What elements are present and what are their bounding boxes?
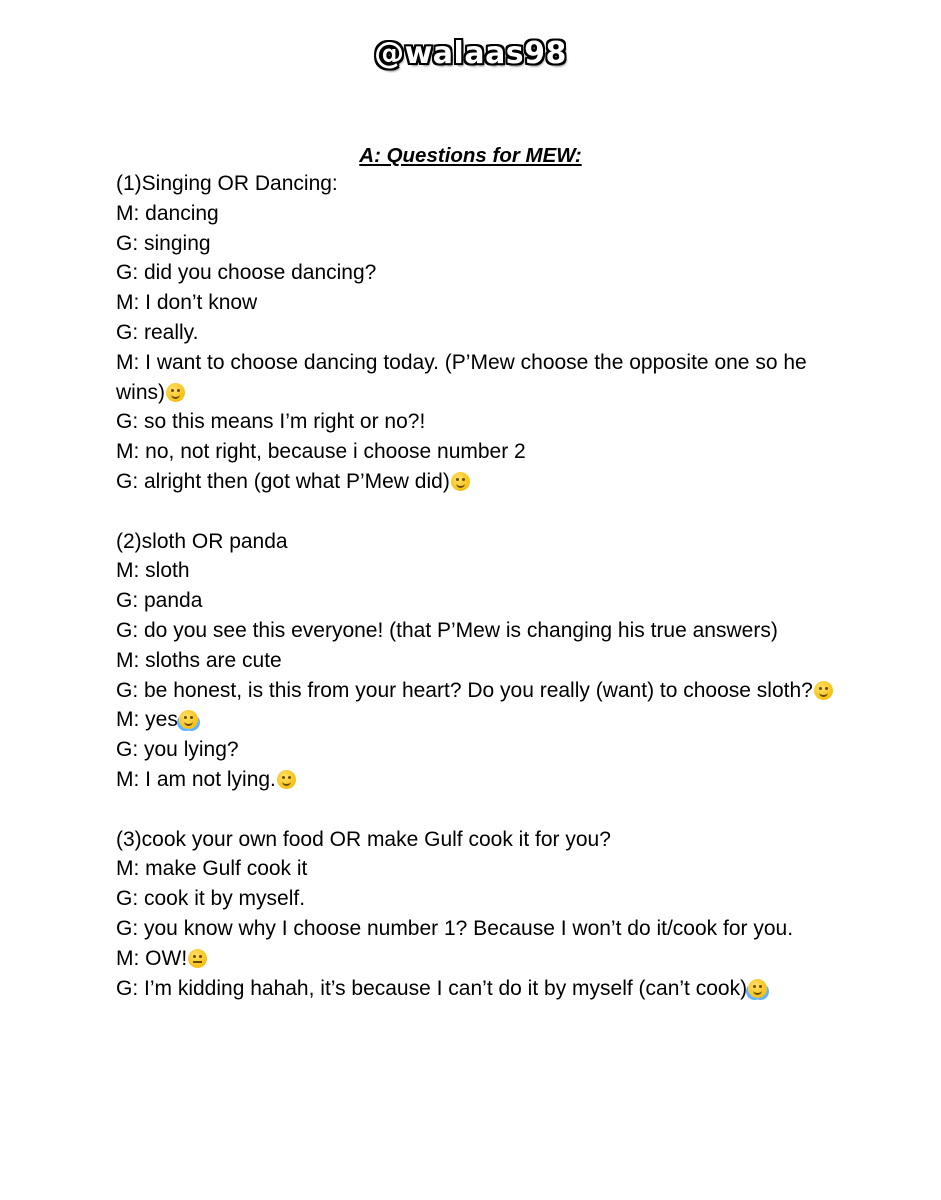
- grin-face-icon: [451, 472, 470, 491]
- question-heading: [116, 169, 836, 199]
- dialogue-line: [116, 348, 836, 408]
- line-text: M: make Gulf cook it: [116, 857, 308, 881]
- line-text: G: cook it by myself.: [116, 887, 306, 911]
- dialogue-line: [116, 616, 836, 646]
- dialogue-line: [116, 884, 836, 914]
- dialogue-line: [116, 944, 836, 974]
- dialogue-line: [116, 735, 836, 765]
- question-section-3: [116, 825, 836, 1004]
- line-text: (1)Singing OR Dancing:: [116, 172, 338, 195]
- dialogue-line: [116, 646, 836, 676]
- dialogue-line: [116, 288, 836, 318]
- dialogue-line: [116, 765, 836, 795]
- tears-of-joy-icon: [179, 710, 198, 729]
- monocle-face-icon: [814, 681, 833, 700]
- dialogue-line: [116, 854, 836, 884]
- line-text: M: sloth: [116, 559, 190, 583]
- dialogue-line: [116, 318, 836, 348]
- dialogue-line: [116, 914, 836, 944]
- line-text: M: sloths are cute: [116, 648, 282, 672]
- dialogue-line: [116, 556, 836, 586]
- yum-face-icon: [166, 383, 185, 402]
- dialogue-line: [116, 467, 836, 497]
- line-text: G: panda: [116, 589, 203, 613]
- line-text: M: I don’t know: [116, 291, 258, 315]
- line-text: G: did you choose dancing?: [116, 261, 377, 285]
- tears-of-joy-icon: [748, 979, 767, 998]
- no-mouth-face-icon: [188, 949, 207, 968]
- watermark: @walaas98: [374, 36, 567, 71]
- line-text: M: OW!: [116, 946, 188, 970]
- line-text: M: I am not lying.: [116, 767, 276, 791]
- line-text: G: be honest, is this from your heart? Do you really (want) to choose sloth?: [116, 678, 813, 702]
- dialogue-line: [116, 199, 836, 229]
- line-text: G: you lying?: [116, 738, 239, 762]
- line-text: G: singing: [116, 231, 211, 255]
- line-text: M: dancing: [116, 201, 219, 225]
- line-text: G: you know why I choose number 1? Because I won’t do it/cook for you.: [116, 916, 794, 940]
- dialogue-line: [116, 705, 836, 735]
- transcript-body: [116, 169, 836, 1033]
- dialogue-line: [116, 407, 836, 437]
- dialogue-line: [116, 676, 836, 706]
- line-text: G: do you see this everyone! (that P’Mew is changing his true answers): [116, 618, 778, 642]
- line-text: G: I’m kidding hahah, it’s because I can’t do it by myself (can’t cook): [116, 976, 748, 1000]
- line-text: G: alright then (got what P’Mew did): [116, 469, 450, 493]
- line-text: (3)cook your own food OR make Gulf cook it for you?: [116, 827, 611, 851]
- question-heading: [116, 825, 836, 855]
- dialogue-line: [116, 229, 836, 259]
- question-section-1: [116, 169, 836, 497]
- line-text: G: so this means I’m right or no?!: [116, 410, 426, 434]
- yum-face-icon: [277, 770, 296, 789]
- question-heading: [116, 527, 836, 557]
- line-text: M: yes: [116, 708, 178, 732]
- line-text: M: no, not right, because i choose number 2: [116, 440, 526, 464]
- dialogue-line: [116, 258, 836, 288]
- dialogue-line: [116, 586, 836, 616]
- dialogue-line: [116, 437, 836, 467]
- question-section-2: [116, 527, 836, 795]
- line-text: M: I want to choose dancing today. (P’Mew choose the opposite one so he wins): [116, 350, 807, 404]
- page-title: A: Questions for MEW:: [359, 144, 582, 167]
- line-text: G: really.: [116, 320, 199, 344]
- line-text: (2)sloth OR panda: [116, 529, 288, 553]
- dialogue-line: [116, 974, 836, 1004]
